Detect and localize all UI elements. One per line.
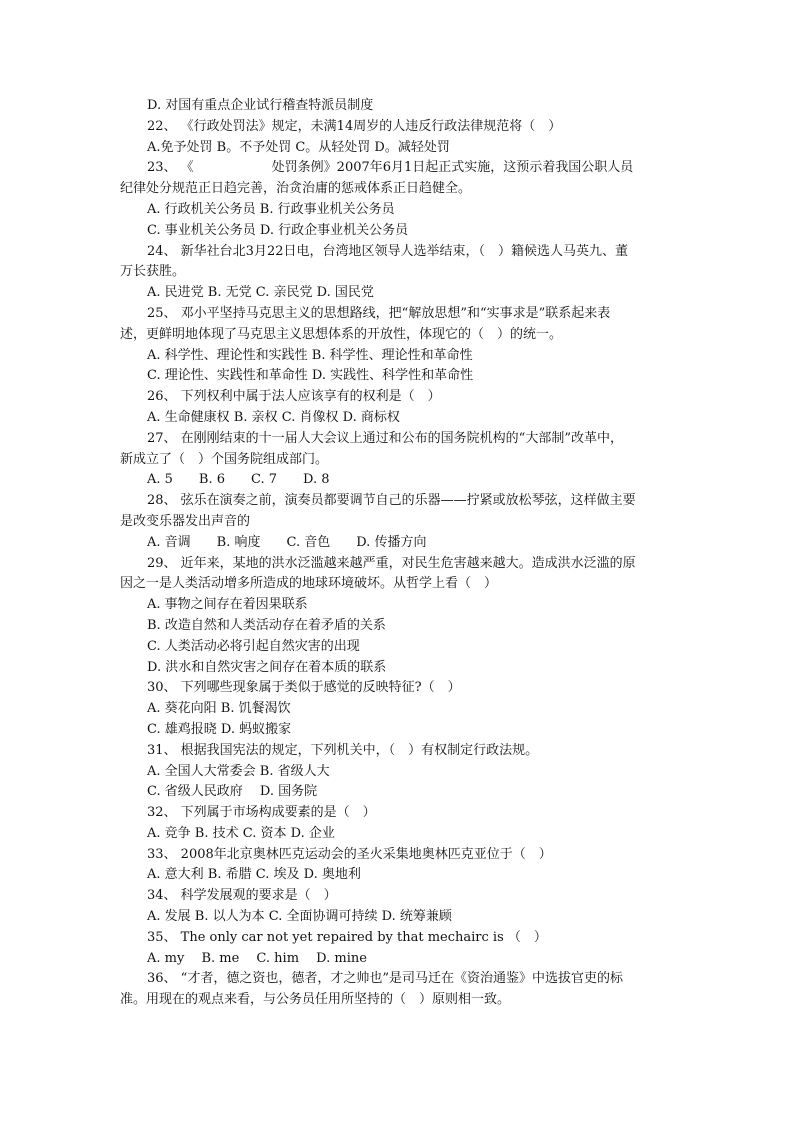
text-line: C. 事业机关公务员 D. 行政企事业机关公务员: [147, 222, 409, 238]
text-line: 24、 新华社台北3月22日电，台湾地区领导人选举结束，（ ）籍候选人马英九、董: [147, 243, 628, 259]
text-line: 因之一是人类活动增多所造成的地球环境破坏。从哲学上看（ ）: [120, 576, 498, 592]
text-line: A. 行政机关公务员 B. 行政事业机关公务员: [147, 201, 395, 217]
text-line: C. 理论性、实践性和革命性 D. 实践性、科学性和革命性: [147, 368, 474, 384]
text-line: 述，更鲜明地体现了马克思主义思想体系的开放性，体现它的（ ）的统一。: [120, 326, 563, 342]
text-line: A. 5 B. 6 C. 7 D. 8: [147, 472, 330, 488]
text-line: A.免予处罚 B。不予处罚 C。从轻处罚 D。减轻处罚: [147, 139, 450, 155]
text-line: 22、 《行政处罚法》规定，未满14周岁的人违反行政法律规范将（ ）: [147, 118, 562, 134]
text-line: C. 雄鸡报晓 D. 蚂蚁搬家: [147, 721, 292, 737]
text-line: A. 竞争 B. 技术 C. 资本 D. 企业: [147, 825, 335, 841]
text-line: 26、 下列权利中属于法人应该享有的权利是（ ）: [147, 389, 441, 405]
text-line: 32、 下列属于市场构成要素的是（ ）: [147, 805, 376, 821]
text-line: A. 生命健康权 B. 亲权 C. 肖像权 D. 商标权: [147, 409, 400, 425]
text-line: A. 音调 B. 响度 C. 音色 D. 传播方向: [147, 534, 427, 550]
text-line: D. 洪水和自然灾害之间存在着本质的联系: [147, 659, 387, 675]
text-line: A. 意大利 B. 希腊 C. 埃及 D. 奥地利: [147, 867, 361, 883]
text-line: 33、 2008年北京奥林匹克运动会的圣火采集地奥林匹克亚位于（ ）: [147, 846, 552, 862]
text-line: 28、 弦乐在演奏之前，演奏员都要调节自己的乐器——拧紧或放松琴弦，这样做主要: [147, 493, 636, 509]
text-line: 31、 根据我国宪法的规定，下列机关中，（ ）有权制定行政法规。: [147, 742, 539, 758]
text-line: A. 葵花向阳 B. 饥餐渴饮: [147, 701, 291, 717]
text-line: A. my B. me C. him D. mine: [147, 950, 367, 966]
text-line: 35、 The only car not yet repaired by that mechairc is （ ）: [147, 929, 547, 945]
text-line: 29、 近年来，某地的洪水泛滥越来越严重，对民生危害越来越大。造成洪水泛滥的原: [147, 555, 636, 571]
text-line: C. 省级人民政府 D. 国务院: [147, 784, 318, 800]
text-line: 30、 下列哪些现象属于类似于感觉的反映特征?（ ）: [147, 680, 461, 696]
text-line: A. 民进党 B. 无党 C. 亲民党 D. 国民党: [147, 285, 374, 301]
text-line: 纪律处分规范正日趋完善，治贪治庸的惩戒体系正日趋健全。: [120, 181, 472, 197]
text-line: B. 改造自然和人类活动存在着矛盾的关系: [147, 617, 386, 633]
text-line: 是改变乐器发出声音的: [120, 513, 251, 529]
document-body: [120, 96, 680, 1011]
text-line: 25、 邓小平坚持马克思主义的思想路线，把“解放思想”和“实事求是”联系起来表: [147, 305, 611, 321]
text-line: 新成立了（ ）个国务院组成部门。: [120, 451, 329, 467]
text-line: 万长获胜。: [120, 264, 186, 280]
text-line: C. 人类活动必将引起自然灾害的出现: [147, 638, 360, 654]
text-line: A. 全国人大常委会 B. 省级人大: [147, 763, 330, 779]
text-line: 36、 “才者，德之资也，德者，才之帅也”是司马迁在《资治通鉴》中选拔官吏的标: [147, 971, 623, 987]
text-line: A. 科学性、理论性和实践性 B. 科学性、理论性和革命性: [147, 347, 473, 363]
text-line: D. 对国有重点企业试行稽查特派员制度: [147, 98, 374, 113]
text-line: 准。用现在的观点来看，与公务员任用所坚持的（ ）原则相一致。: [120, 992, 511, 1008]
text-line: 27、 在刚刚结束的十一届人大会议上通过和公布的国务院机构的“大部制”改革中，: [147, 430, 623, 446]
text-line: A. 事物之间存在着因果联系: [147, 597, 308, 613]
text-line: 23、 《 处罚条例》2007年6月1日起正式实施，这预示着我国公职人员: [147, 160, 634, 176]
text-line: 34、 科学发展观的要求是（ ）: [147, 888, 337, 904]
text-line: A. 发展 B. 以人为本 C. 全面协调可持续 D. 统筹兼顾: [147, 909, 452, 925]
